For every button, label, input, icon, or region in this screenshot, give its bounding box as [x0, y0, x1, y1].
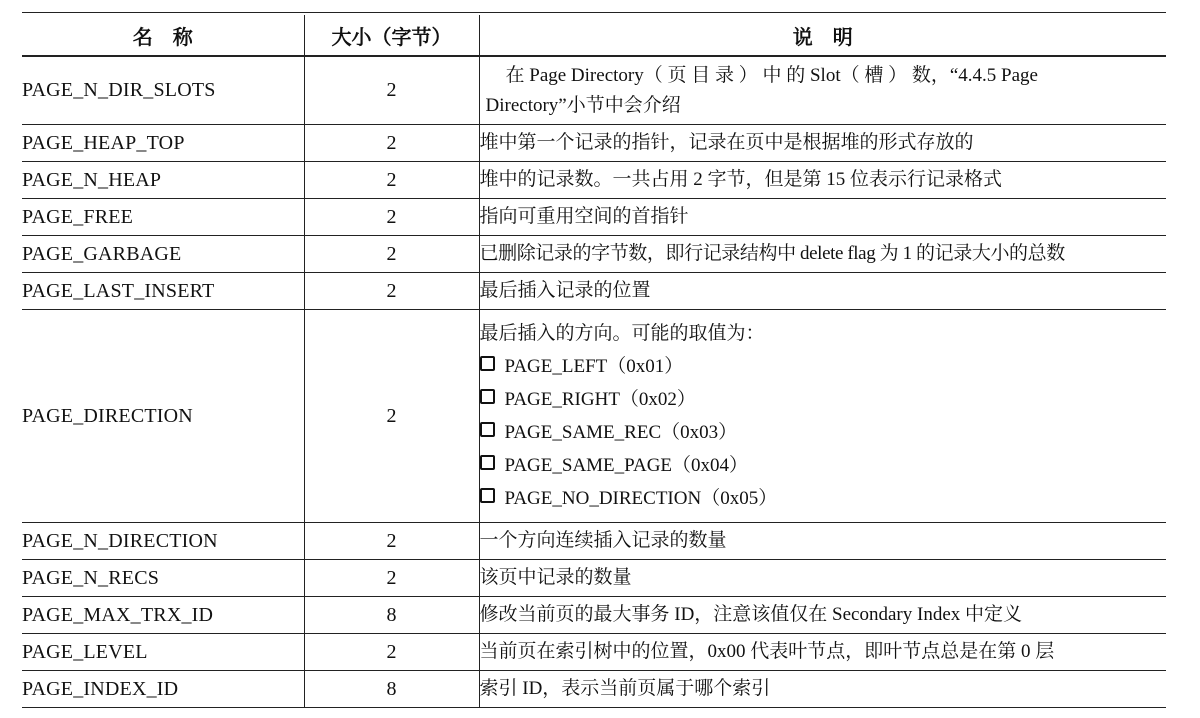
table-row — [22, 560, 1166, 597]
field-description: 最后插入记录的位置 — [479, 273, 1166, 310]
field-size: 2 — [304, 199, 479, 236]
field-description-line2: Directory”小节中会介绍 — [485, 94, 681, 116]
table-body — [22, 56, 1166, 708]
checkbox-bullet-icon — [480, 455, 495, 470]
field-name: PAGE_N_DIRECTION — [22, 523, 304, 560]
field-size: 2 — [304, 162, 479, 199]
header-name-label: 名 称 — [132, 26, 193, 49]
field-size: 2 — [304, 236, 479, 273]
header-size-label: 大小（字节） — [331, 26, 452, 49]
table-row — [22, 273, 1166, 310]
option-label: PAGE_LEFT（0x01） — [504, 356, 684, 377]
option-label: PAGE_SAME_REC（0x03） — [504, 422, 738, 443]
option-item — [480, 482, 1167, 515]
option-item — [480, 383, 1167, 416]
checkbox-bullet-icon — [480, 488, 495, 503]
header-desc — [479, 15, 1166, 56]
table-row — [22, 56, 1166, 125]
field-description-line1: 在 Page Directory（ 页 目 录 ） 中 的 Slot（ 槽 ） 数，“4.4.5 Page — [505, 64, 1038, 86]
table-row — [22, 671, 1166, 708]
option-item — [480, 416, 1167, 449]
field-description: 一个方向连续插入记录的数量 — [479, 523, 1166, 560]
table-row — [22, 310, 1166, 523]
checkbox-bullet-icon — [480, 356, 495, 371]
field-size: 2 — [304, 634, 479, 671]
field-description — [479, 56, 1166, 125]
option-item — [480, 350, 1167, 383]
table-top-rule — [22, 12, 1166, 13]
field-description: 堆中第一个记录的指针，记录在页中是根据堆的形式存放的 — [479, 125, 1166, 162]
field-size: 8 — [304, 671, 479, 708]
checkbox-bullet-icon — [480, 422, 495, 437]
field-description: 堆中的记录数。一共占用 2 字节，但是第 15 位表示行记录格式 — [479, 162, 1166, 199]
table-header — [22, 15, 1166, 56]
table-row — [22, 162, 1166, 199]
field-size: 2 — [304, 273, 479, 310]
field-name: PAGE_MAX_TRX_ID — [22, 597, 304, 634]
field-size: 2 — [304, 523, 479, 560]
option-label: PAGE_SAME_PAGE（0x04） — [504, 455, 749, 476]
field-description — [479, 310, 1166, 523]
field-name: PAGE_N_DIR_SLOTS — [22, 56, 304, 125]
field-description-intro: 最后插入的方向。可能的取值为： — [479, 323, 765, 344]
table-header-row — [22, 15, 1166, 56]
option-item — [480, 449, 1167, 482]
field-description: 修改当前页的最大事务 ID，注意该值仅在 Secondary Index 中定义 — [479, 597, 1166, 634]
table-row — [22, 236, 1166, 273]
header-size — [304, 15, 479, 56]
field-name: PAGE_HEAP_TOP — [22, 125, 304, 162]
page-header-fields-table — [22, 15, 1166, 708]
field-size: 8 — [304, 597, 479, 634]
field-description: 指向可重用空间的首指针 — [479, 199, 1166, 236]
table-row — [22, 597, 1166, 634]
field-description: 该页中记录的数量 — [479, 560, 1166, 597]
field-name: PAGE_INDEX_ID — [22, 671, 304, 708]
field-description: 已删除记录的字节数，即行记录结构中 delete flag 为 1 的记录大小的总数 — [479, 236, 1166, 273]
field-description: 当前页在索引树中的位置，0x00 代表叶节点，即叶节点总是在第 0 层 — [479, 634, 1166, 671]
field-name: PAGE_GARBAGE — [22, 236, 304, 273]
field-name: PAGE_N_RECS — [22, 560, 304, 597]
table-row — [22, 634, 1166, 671]
table-row — [22, 523, 1166, 560]
field-size: 2 — [304, 310, 479, 523]
field-size: 2 — [304, 125, 479, 162]
table-row — [22, 199, 1166, 236]
header-desc-label: 说 明 — [792, 26, 853, 49]
field-name: PAGE_LEVEL — [22, 634, 304, 671]
field-description: 索引 ID，表示当前页属于哪个索引 — [479, 671, 1166, 708]
field-name: PAGE_N_HEAP — [22, 162, 304, 199]
field-size: 2 — [304, 56, 479, 125]
header-name — [22, 15, 304, 56]
field-name: PAGE_LAST_INSERT — [22, 273, 304, 310]
field-name: PAGE_FREE — [22, 199, 304, 236]
field-name: PAGE_DIRECTION — [22, 310, 304, 523]
option-label: PAGE_RIGHT（0x02） — [504, 389, 696, 410]
checkbox-bullet-icon — [480, 389, 495, 404]
table-row — [22, 125, 1166, 162]
field-size: 2 — [304, 560, 479, 597]
option-label: PAGE_NO_DIRECTION（0x05） — [504, 488, 778, 509]
